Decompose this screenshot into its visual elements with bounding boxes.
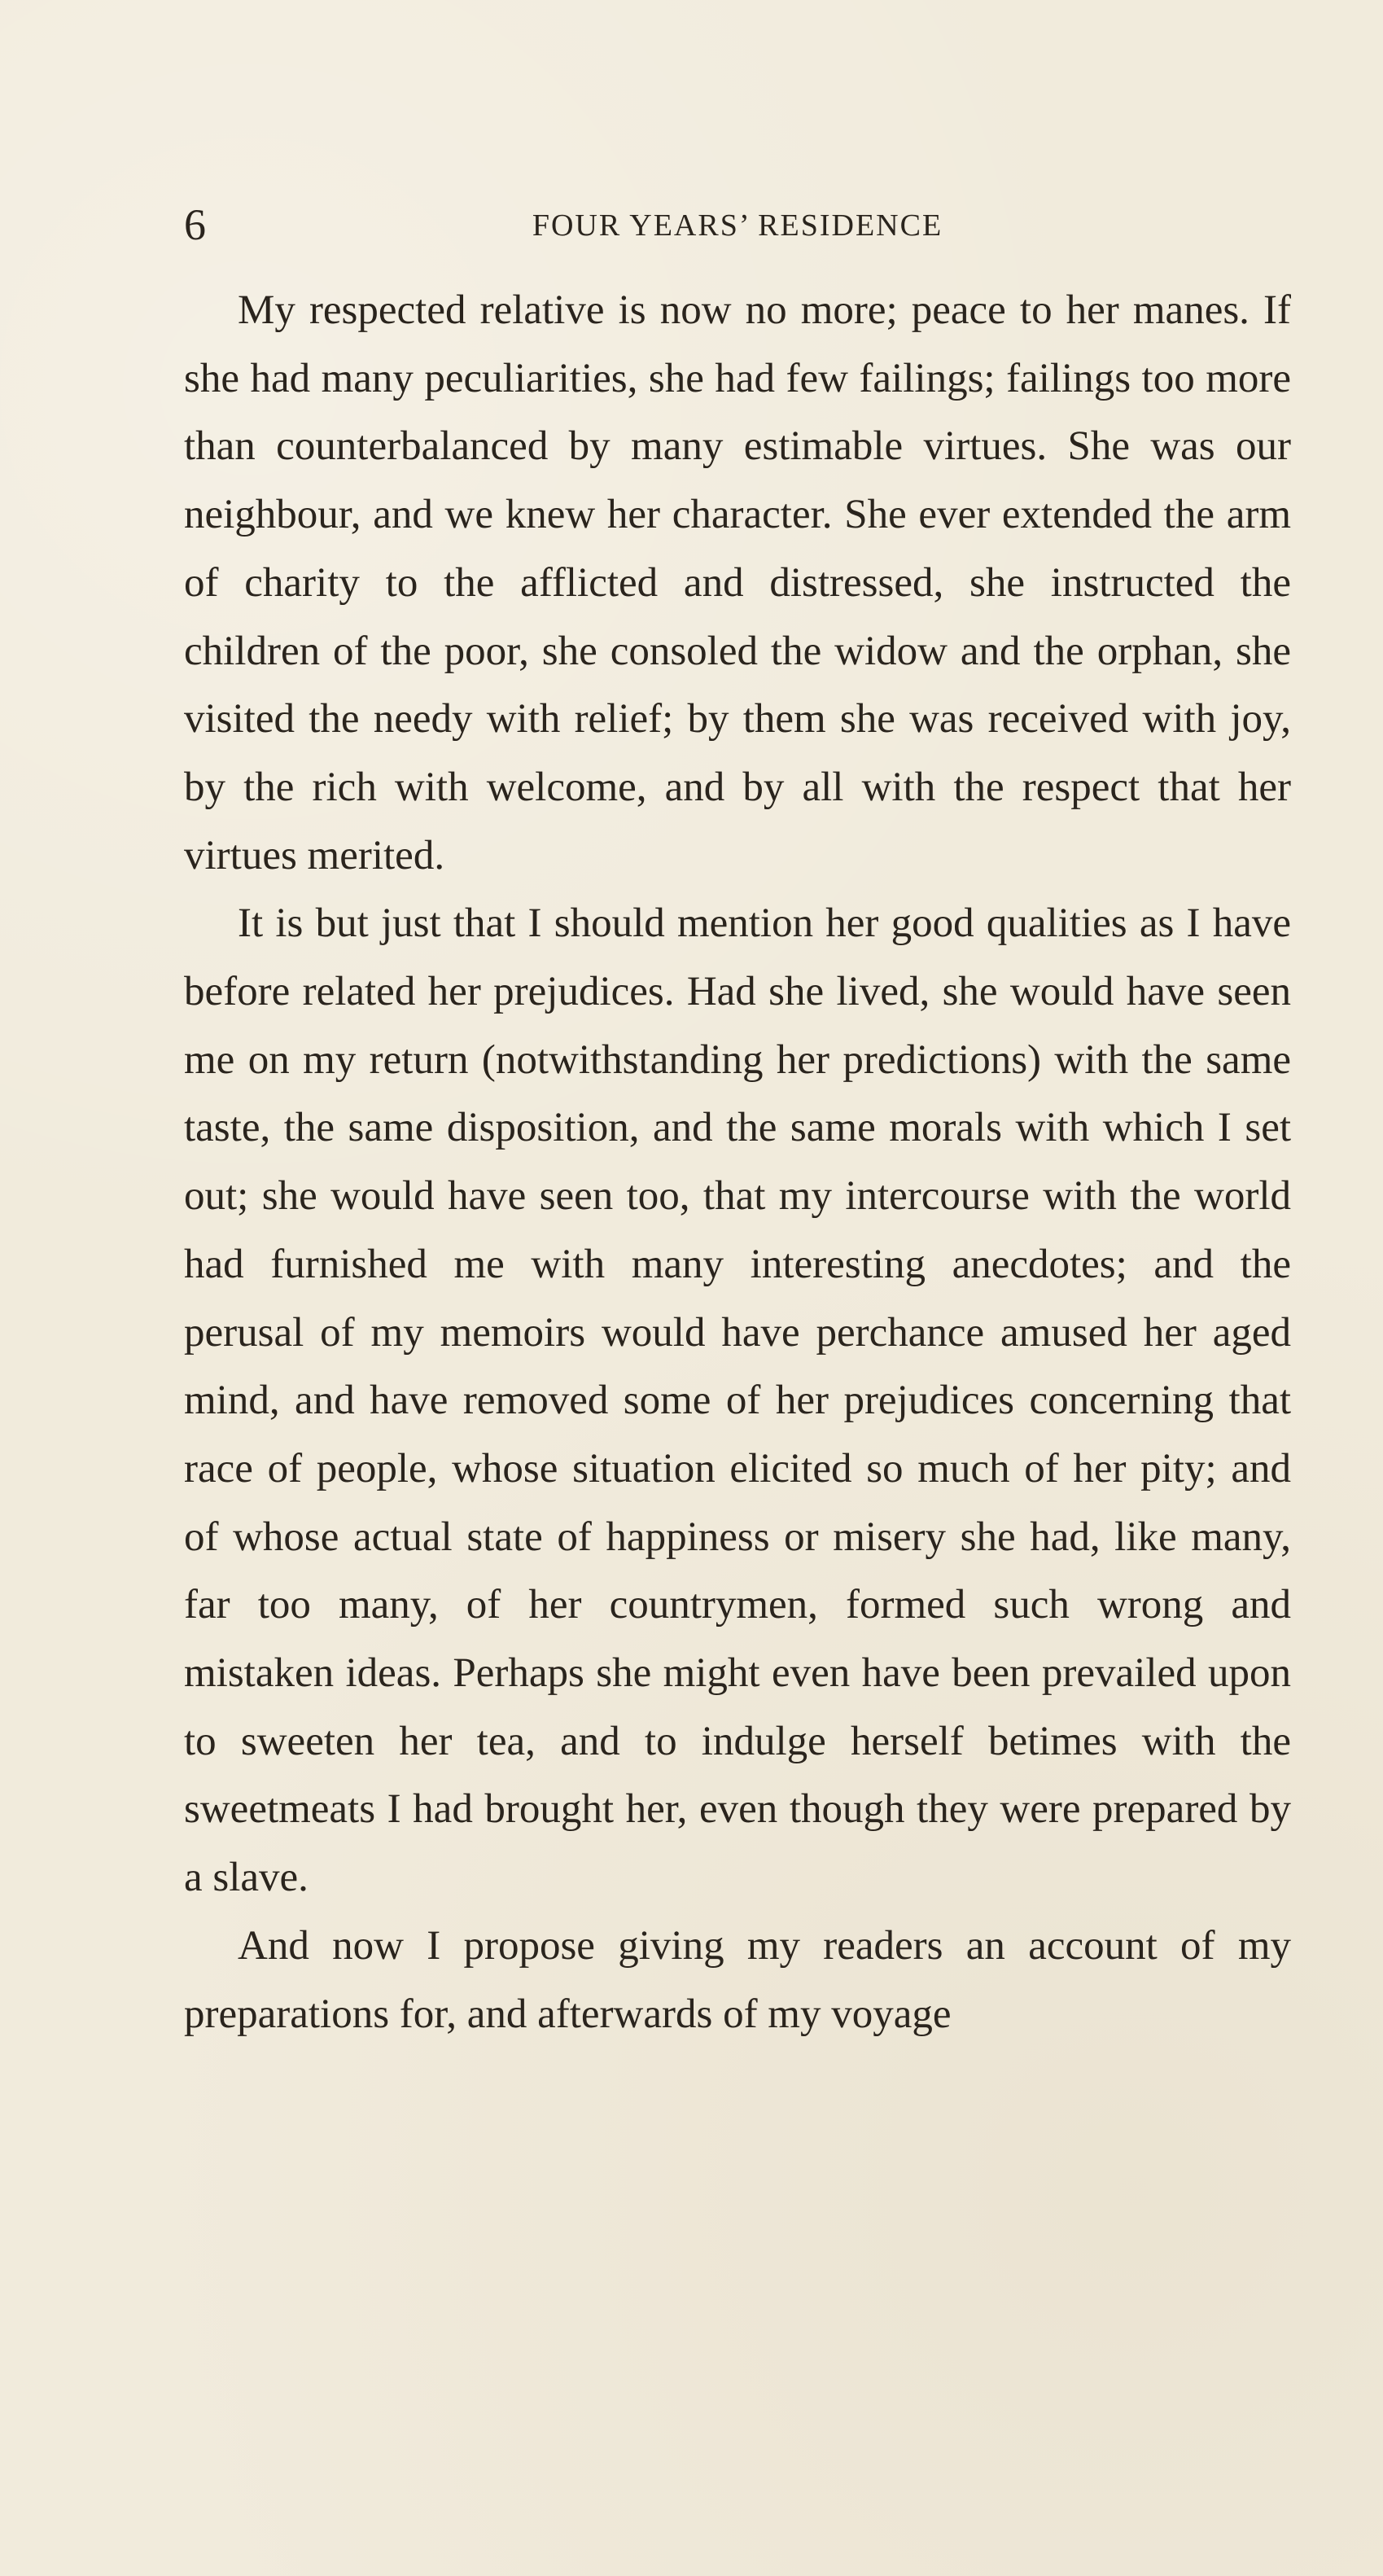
running-title: FOUR YEARS’ RESIDENCE: [532, 208, 943, 243]
body-text: [184, 277, 1291, 2048]
paragraph-1: My respected relative is now no more; peace to her manes. If she had many peculiarities, she had few failings; failings too more than counterbalanced by many estimable virtues. She was our neighbour, and we knew her character. She ever extended the arm of charity to the afflicted and distressed, she instructed the children of the poor, she consoled the widow and the orphan, she visited the needy with relief; by them she was received with joy, by the rich with welcome, and by all with the respect that her virtues merited.: [184, 287, 1291, 878]
page-number: 6: [184, 200, 207, 249]
paragraph-3: And now I propose giving my readers an account of my preparations for, and afterwards of my voyage: [184, 1922, 1291, 2037]
paragraph-2: It is but just that I should mention her good qualities as I have before related her prejudices. Had she lived, she would have seen me on my return (notwithstanding her predictions) with the same taste, the same disposition, and the same morals with which I set out; she would have seen too, that my intercourse with the world had furnished me with many interesting anecdotes; and the perusal of my memoirs would have perchance amused her aged mind, and have removed some of her prejudices concerning that race of people, whose situation elicited so much of her pity; and of whose actual state of happiness or misery she had, like many, far too many, of her countrymen, formed such wrong and mistaken ideas. Perhaps she might even have been prevailed upon to sweeten her tea, and to indulge herself betimes with the sweetmeats I had brought her, even though they were prepared by a slave.: [184, 900, 1291, 1901]
running-head: [184, 200, 1291, 257]
